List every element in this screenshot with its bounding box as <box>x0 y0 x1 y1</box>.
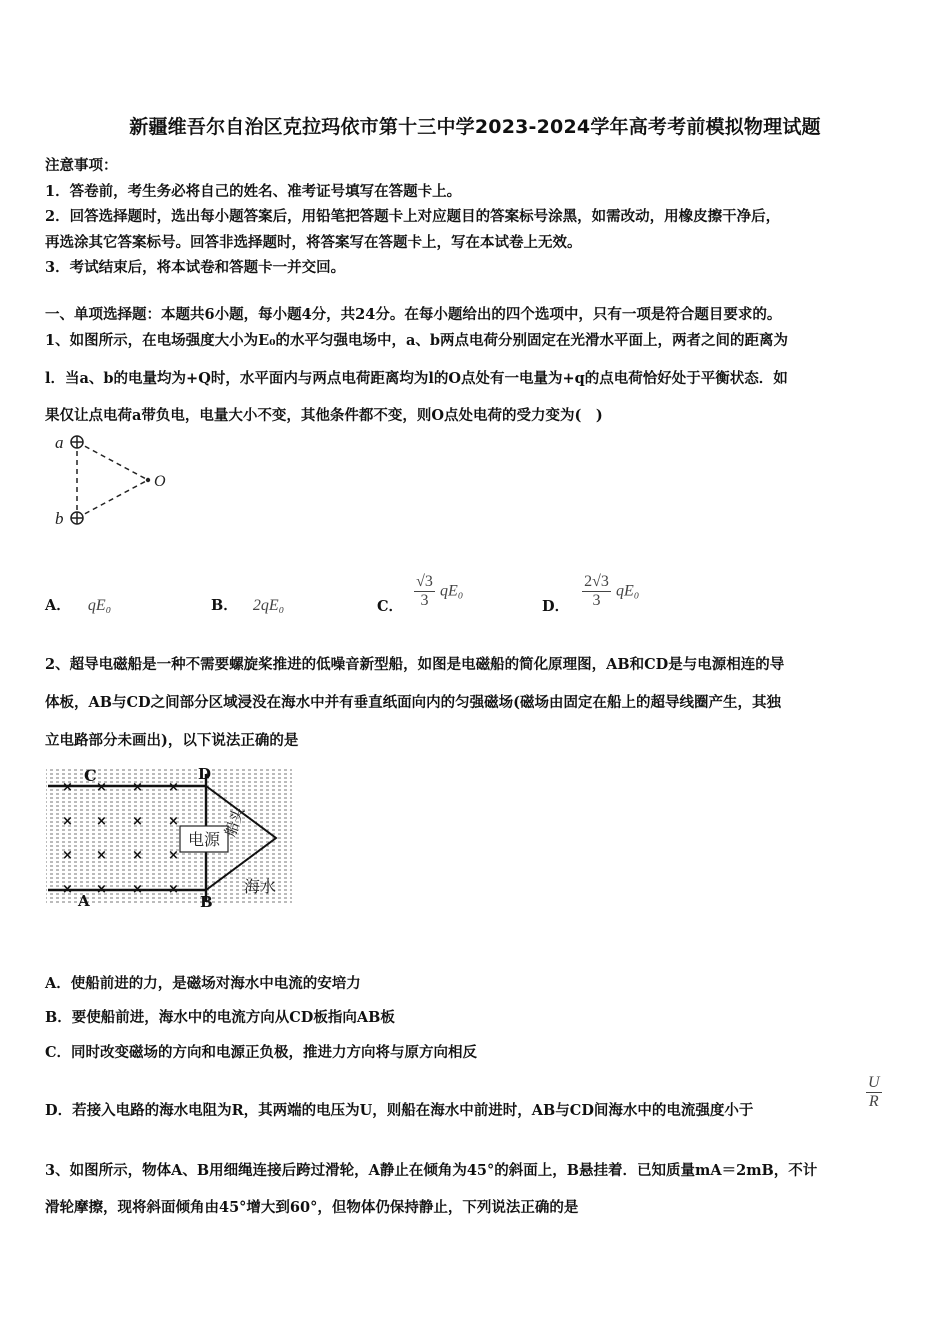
field-mark: × <box>168 882 179 897</box>
option-d[interactable]: D． $\frac{2√3}{3}$ qE₀ <box>542 573 640 615</box>
label-a: a <box>55 433 64 452</box>
question-2-option-a[interactable]: A．使船前进的力，是磁场对海水中电流的安培力 <box>45 975 361 992</box>
notice-item: 2．回答选择题时，选出每小题答案后，用铅笔把答题卡上对应题目的答案标号涂黑，如需改动，用橡皮擦干净后， <box>45 208 781 225</box>
power-source-label: 电源 <box>187 830 221 849</box>
label-b: B <box>200 893 213 910</box>
field-mark: × <box>62 882 73 897</box>
field-mark: × <box>168 780 179 795</box>
option-b[interactable]: B． 2qE₀ <box>211 597 285 614</box>
notice-heading: 注意事项： <box>45 157 118 174</box>
field-mark: × <box>132 882 143 897</box>
field-mark: × <box>132 814 143 829</box>
question-1-text: 1、如图所示，在电场强度大小为E₀的水平匀强电场中，a、b两点电荷分别固定在光滑水平面上，两者之间的距离为 <box>45 332 789 349</box>
field-mark: × <box>168 848 179 863</box>
question-2-text: 体板，AB与CD之间部分区域浸没在海水中并有垂直纸面向内的匀强磁场(磁场由固定在船上的超导线圈产生，其独 <box>45 694 781 711</box>
field-mark: × <box>62 814 73 829</box>
section-heading: 一、单项选择题：本题共6小题，每小题4分，共24分。在每小题给出的四个选项中，只有一项是符合题目要求的。 <box>45 306 782 323</box>
question-1-text: 果仅让点电荷a带负电，电量大小不变，其他条件都不变，则O点处电荷的受力变为( ) <box>45 407 603 424</box>
field-mark: × <box>96 814 107 829</box>
notice-item: 1．答卷前，考生务必将自己的姓名、准考证号填写在答题卡上。 <box>45 183 462 200</box>
dashed-line-bo <box>77 480 148 518</box>
field-mark: × <box>132 848 143 863</box>
field-mark: × <box>132 780 143 795</box>
question-2-option-b[interactable]: B．要使船前进，海水中的电流方向从CD板指向AB板 <box>45 1009 395 1026</box>
field-mark: × <box>96 780 107 795</box>
option-a[interactable]: A． qE₀ <box>45 597 112 614</box>
notice-item: 3．考试结束后，将本试卷和答题卡一并交回。 <box>45 259 346 276</box>
notice-item: 再选涂其它答案标号。回答非选择题时，将答案写在答题卡上，写在本试卷上无效。 <box>45 234 582 251</box>
question-2-option-c[interactable]: C．同时改变磁场的方向和电源正负极，推进力方向将与原方向相反 <box>45 1044 478 1061</box>
label-a: A <box>78 892 90 910</box>
label-b: b <box>55 509 64 528</box>
question-2-option-d[interactable]: D．若接入电路的海水电阻为R，其两端的电压为U，则船在海水中前进时，AB与CD间海水中的电流强度小于 <box>45 1102 754 1119</box>
option-d-fraction: $\frac{U}{R}$ <box>868 1074 880 1110</box>
point-o <box>146 478 150 482</box>
question-1-text: l．当a、b的电量均为+Q时，水平面内与两点电荷距离均为l的O点处有一电量为+q的点电荷恰好处于平衡状态．如 <box>45 370 788 387</box>
label-o: O <box>154 473 166 490</box>
question-2-text: 立电路部分未画出)，以下说法正确的是 <box>45 732 299 749</box>
field-mark: × <box>96 882 107 897</box>
option-c[interactable]: C． $\frac{√3}{3}$ qE₀ <box>377 573 464 615</box>
question-3-text: 3、如图所示，物体A、B用细绳连接后跨过滑轮，A静止在倾角为45°的斜面上，B悬挂着．已知质量mA＝2mB，不计 <box>45 1162 818 1179</box>
sea-water-label: 海水 <box>244 877 277 896</box>
field-mark: × <box>96 848 107 863</box>
question-1-figure <box>50 428 180 533</box>
dashed-line-ao <box>77 442 148 480</box>
field-mark: × <box>168 814 179 829</box>
question-3-text: 滑轮摩擦，现将斜面倾角由45°增大到60°，但物体仍保持静止，下列说法正确的是 <box>45 1199 579 1216</box>
field-mark: × <box>62 780 73 795</box>
question-2-figure <box>44 764 294 910</box>
page-title: 新疆维吾尔自治区克拉玛依市第十三中学2023-2024学年高考考前模拟物理试题 <box>129 116 821 138</box>
label-d: D <box>198 765 212 783</box>
ship-bow-label: 船头 <box>220 804 249 840</box>
question-2-text: 2、超导电磁船是一种不需要螺旋桨推进的低噪音新型船，如图是电磁船的简化原理图，AB和CD是与电源相连的导 <box>45 656 785 673</box>
field-mark: × <box>62 848 73 863</box>
label-c: C <box>84 766 97 785</box>
